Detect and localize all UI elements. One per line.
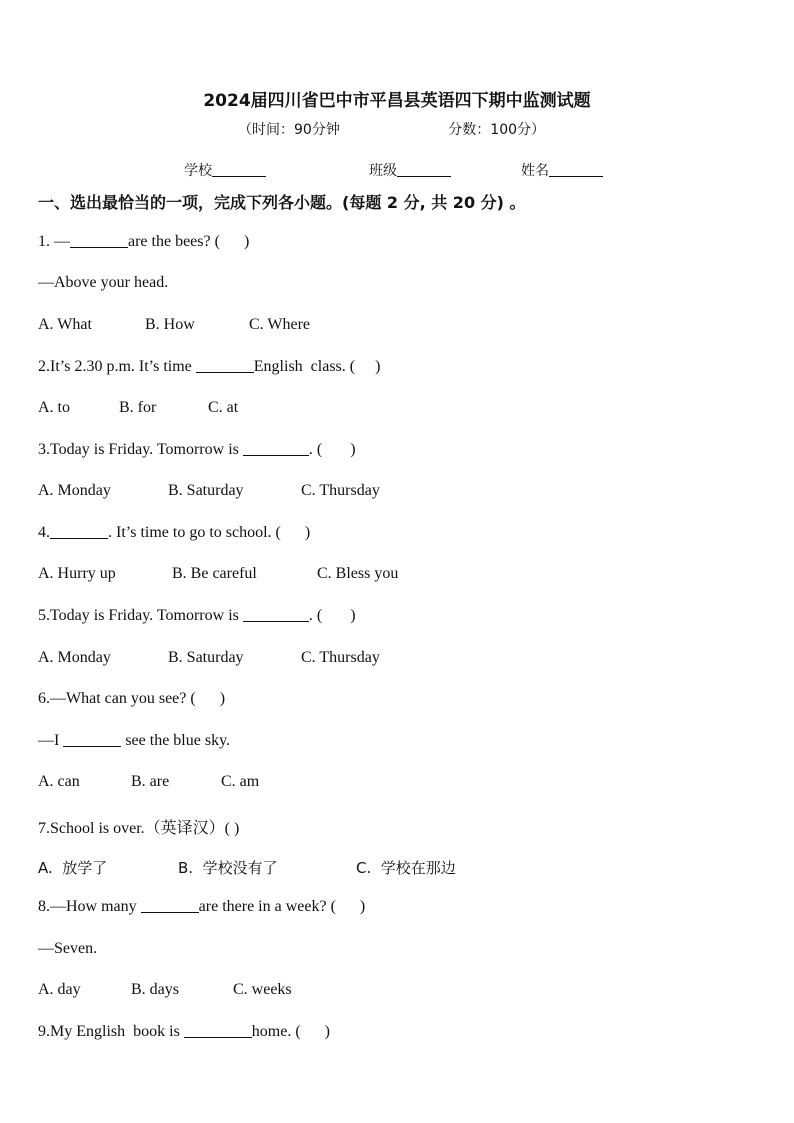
q7-option-a: A. 放学了 — [38, 859, 108, 877]
q8-blank — [141, 898, 199, 913]
question-9 — [38, 1023, 330, 1041]
q3-text-pre: 3.Today is Friday. Tomorrow is — [38, 441, 243, 458]
q9-blank — [184, 1023, 252, 1038]
q1-text-post: are the bees? ( ) — [128, 233, 250, 250]
q6-answer-line — [38, 732, 230, 750]
q4-text-post: . It’s time to go to school. ( ) — [108, 524, 311, 541]
name-label: 姓名 — [521, 163, 549, 179]
q8-text-pre: 8.—How many — [38, 898, 141, 915]
q5-text-pre: 5.Today is Friday. Tomorrow is — [38, 607, 243, 624]
q5-option-b: B. Saturday — [168, 649, 244, 666]
q6-ans-post: see the blue sky. — [121, 732, 231, 749]
question-8 — [38, 898, 365, 916]
class-label: 班级 — [369, 163, 397, 179]
q5-option-a: A. Monday — [38, 649, 111, 666]
q6-blank — [63, 732, 121, 747]
school-field[interactable] — [184, 160, 266, 180]
q4-option-c: C. Bless you — [317, 565, 399, 582]
score-info: 分数：100分） — [448, 122, 546, 138]
q1-option-c: C. Where — [249, 316, 311, 333]
q4-blank — [50, 524, 108, 539]
school-label: 学校 — [184, 163, 212, 179]
q5-text-post: . ( ) — [308, 607, 356, 624]
q8-option-c: C. weeks — [233, 981, 292, 998]
q5-option-c: C. Thursday — [301, 649, 380, 666]
question-6: 6.—What can you see? ( ) — [38, 690, 226, 707]
q2-option-a: A. to — [38, 399, 70, 416]
question-4 — [38, 524, 310, 542]
q7-options — [38, 857, 456, 878]
q6-options — [38, 773, 259, 791]
q4-option-a: A. Hurry up — [38, 565, 116, 582]
q2-option-b: B. for — [119, 399, 157, 416]
q1-options — [38, 316, 310, 334]
question-3 — [38, 441, 356, 459]
q1-answer-line: —Above your head. — [38, 274, 169, 291]
page-title: 2024届四川省巴中市平昌县英语四下期中监测试题 — [203, 91, 591, 111]
q2-options — [38, 399, 238, 417]
question-7: 7.School is over.（英译汉）( ) — [38, 820, 240, 837]
question-5 — [38, 607, 356, 625]
time-info: （时间：90分钟 — [238, 122, 340, 138]
q6-option-b: B. are — [131, 773, 170, 790]
q8-text-post: are there in a week? ( ) — [198, 898, 366, 915]
q5-options — [38, 649, 380, 667]
q8-answer-line: —Seven. — [38, 940, 98, 957]
q3-options — [38, 482, 380, 500]
q4-options — [38, 565, 398, 583]
q1-blank — [70, 233, 128, 248]
q2-text-post: English class. ( ) — [253, 358, 381, 375]
q6-option-a: A. can — [38, 773, 80, 790]
exam-meta — [238, 119, 545, 139]
q8-options — [38, 981, 292, 999]
q8-option-b: B. days — [131, 981, 179, 998]
school-blank[interactable] — [212, 162, 266, 177]
q8-option-a: A. day — [38, 981, 81, 998]
q4-text-pre: 4. — [38, 524, 50, 541]
name-field[interactable] — [521, 160, 603, 180]
q1-option-b: B. How — [145, 316, 195, 333]
q3-option-c: C. Thursday — [301, 482, 380, 499]
section-heading: 一、选出最恰当的一项，完成下列各小题。(每题 2 分, 共 20 分) 。 — [38, 193, 526, 212]
q5-blank — [243, 607, 309, 622]
q1-text-pre: 1. — — [38, 233, 70, 250]
q7-option-c: C. 学校在那边 — [356, 859, 456, 877]
q6-ans-pre: —I — [38, 732, 64, 749]
q3-option-b: B. Saturday — [168, 482, 244, 499]
question-2 — [38, 358, 380, 376]
question-1 — [38, 233, 249, 251]
q2-option-c: C. at — [208, 399, 239, 416]
q7-option-b: B. 学校没有了 — [178, 859, 278, 877]
q2-blank — [196, 358, 254, 373]
q6-option-c: C. am — [221, 773, 260, 790]
q3-blank — [243, 441, 309, 456]
q9-text-post: home. ( ) — [251, 1023, 330, 1040]
class-field[interactable] — [369, 160, 451, 180]
q4-option-b: B. Be careful — [172, 565, 257, 582]
q3-option-a: A. Monday — [38, 482, 111, 499]
name-blank[interactable] — [549, 162, 603, 177]
class-blank[interactable] — [397, 162, 451, 177]
q2-text-pre: 2.It’s 2.30 p.m. It’s time — [38, 358, 196, 375]
q1-option-a: A. What — [38, 316, 92, 333]
q9-text-pre: 9.My English book is — [38, 1023, 184, 1040]
q3-text-post: . ( ) — [308, 441, 356, 458]
